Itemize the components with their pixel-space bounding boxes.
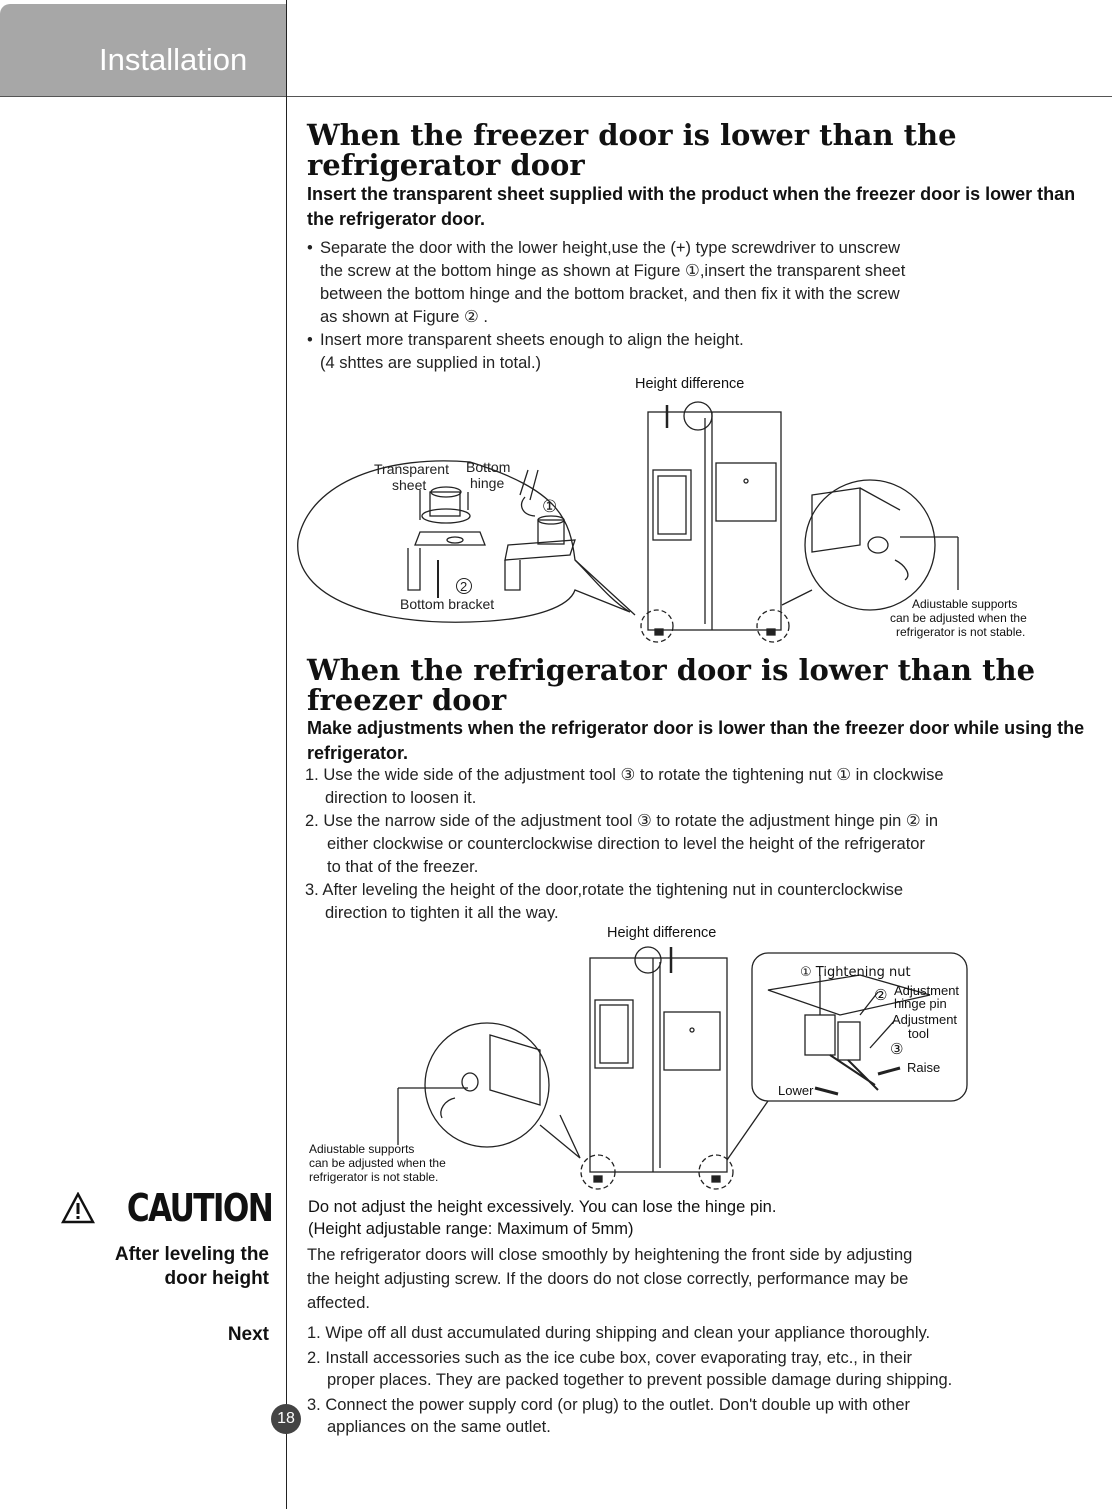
fig2-marker-2: ② <box>874 986 888 1004</box>
section1-subtitle: Insert the transparent sheet supplied with the product when the freezer door is lower than the refrigerator door. <box>307 184 1076 229</box>
fig2-tool-1: Adjustment <box>892 1012 958 1027</box>
section2-title: When the refrigerator door is lower than the freezer door <box>307 653 1036 717</box>
caution-line-1: Do not adjust the height excessively. You can lose the hinge pin. <box>308 1198 777 1216</box>
next-steps <box>307 1322 1097 1438</box>
fig2-supports-note-3: refrigerator is not stable. <box>309 1170 439 1184</box>
fig2-hinge-pin-1: Adjustment <box>894 983 960 998</box>
figure-freezer-lower <box>290 370 1112 650</box>
section2-steps <box>305 764 1095 925</box>
section1-bullets <box>307 237 1067 375</box>
bullet-item: • Separate the door with the lower height,use the (+) type screwdriver to unscrew the screw at the bottom hinge as shown at Figure ①,insert the transparent sheet between the bottom hinge and the bottom bracket, and then fix it with the screw as shown at Figure ② . <box>307 237 1067 329</box>
caution-text <box>308 1196 776 1240</box>
fig1-supports-note-1: Adiustable supports <box>912 597 1018 611</box>
fig1-transparent-label: Transparent <box>374 461 449 477</box>
fig2-marker-3: ③ <box>890 1040 904 1058</box>
page-number: 18 <box>271 1404 301 1434</box>
section1-title: When the freezer door is lower than the refrigerator door <box>307 118 957 182</box>
caution-line-2: (Height adjustable range: Maximum of 5mm) <box>308 1220 634 1238</box>
section-tab-label: Installation <box>99 42 248 77</box>
fig1-bottom-label: Bottom <box>466 459 511 475</box>
fig2-supports-note-2: can be adjusted when the <box>309 1156 446 1170</box>
fig1-marker-1: ① <box>542 497 558 517</box>
fig2-hinge-pin-2: hinge pin <box>894 996 947 1011</box>
warning-triangle-icon <box>61 1192 95 1224</box>
fig2-lower: Lower <box>778 1083 814 1098</box>
fig1-bottom-bracket: Bottom bracket <box>400 596 495 612</box>
fig1-sheet-label: sheet <box>392 477 427 493</box>
fig2-raise: Raise <box>907 1060 941 1075</box>
fig2-tool-2: tool <box>908 1026 929 1041</box>
column-divider <box>286 0 287 1509</box>
next-step-item: 1. Wipe off all dust accumulated during shipping and clean your appliance thoroughly. <box>307 1324 931 1342</box>
next-step-item: 2. Install accessories such as the ice cube box, cover evaporating tray, etc., in their proper places. They are packed together to prevent possible damage during shipping. <box>307 1349 953 1389</box>
caution-word: CAUTION <box>126 1186 272 1230</box>
fig2-tightening-nut: ① Tightening nut <box>800 965 911 980</box>
caution-heading <box>60 1186 272 1230</box>
fig1-hinge-label: hinge <box>470 475 505 491</box>
fig1-marker-2: 2 <box>460 579 468 594</box>
after-leveling-text: The refrigerator doors will close smoothly by heightening the front side by adjusting the height adjusting screw. If the doors do not close correctly, performance may be affected. <box>307 1246 913 1312</box>
fig2-height-difference: Height difference <box>607 925 717 941</box>
section2 <box>307 655 1097 766</box>
section2-subtitle: Make adjustments when the refrigerator door is lower than the freezer door while using the refrigerator. <box>307 718 1085 763</box>
header-rule <box>0 96 1112 97</box>
step-item: 1. Use the wide side of the adjustment tool ③ to rotate the tightening nut ① in clockwise direction to loosen it. <box>305 766 944 807</box>
fig1-supports-note-2: can be adjusted when the <box>890 611 1027 625</box>
section-tab <box>0 4 286 96</box>
step-item: 2. Use the narrow side of the adjustment tool ③ to rotate the adjustment hinge pin ② in either clockwise or counterclockwise direction to level the height of the refrigerator to that of the freezer. <box>305 812 939 876</box>
fig1-height-difference: Height difference <box>635 376 745 392</box>
bullet-item: • Insert more transparent sheets enough to align the height. (4 shttes are supplied in total.) <box>307 329 1067 375</box>
step-item: 3. After leveling the height of the door,rotate the tightening nut in counterclockwise direction to tighten it all the way. <box>305 881 904 922</box>
fig2-supports-note-1: Adiustable supports <box>309 1142 415 1156</box>
section1 <box>307 120 1097 375</box>
after-leveling-label: After leveling the door height <box>114 1244 269 1289</box>
fig1-supports-note-3: refrigerator is not stable. <box>896 625 1026 639</box>
figure-refrigerator-lower <box>290 915 990 1195</box>
next-step-item: 3. Connect the power supply cord (or plug) to the outlet. Don't double up with other appliances on the same outlet. <box>307 1396 911 1436</box>
next-label: Next <box>227 1324 269 1345</box>
